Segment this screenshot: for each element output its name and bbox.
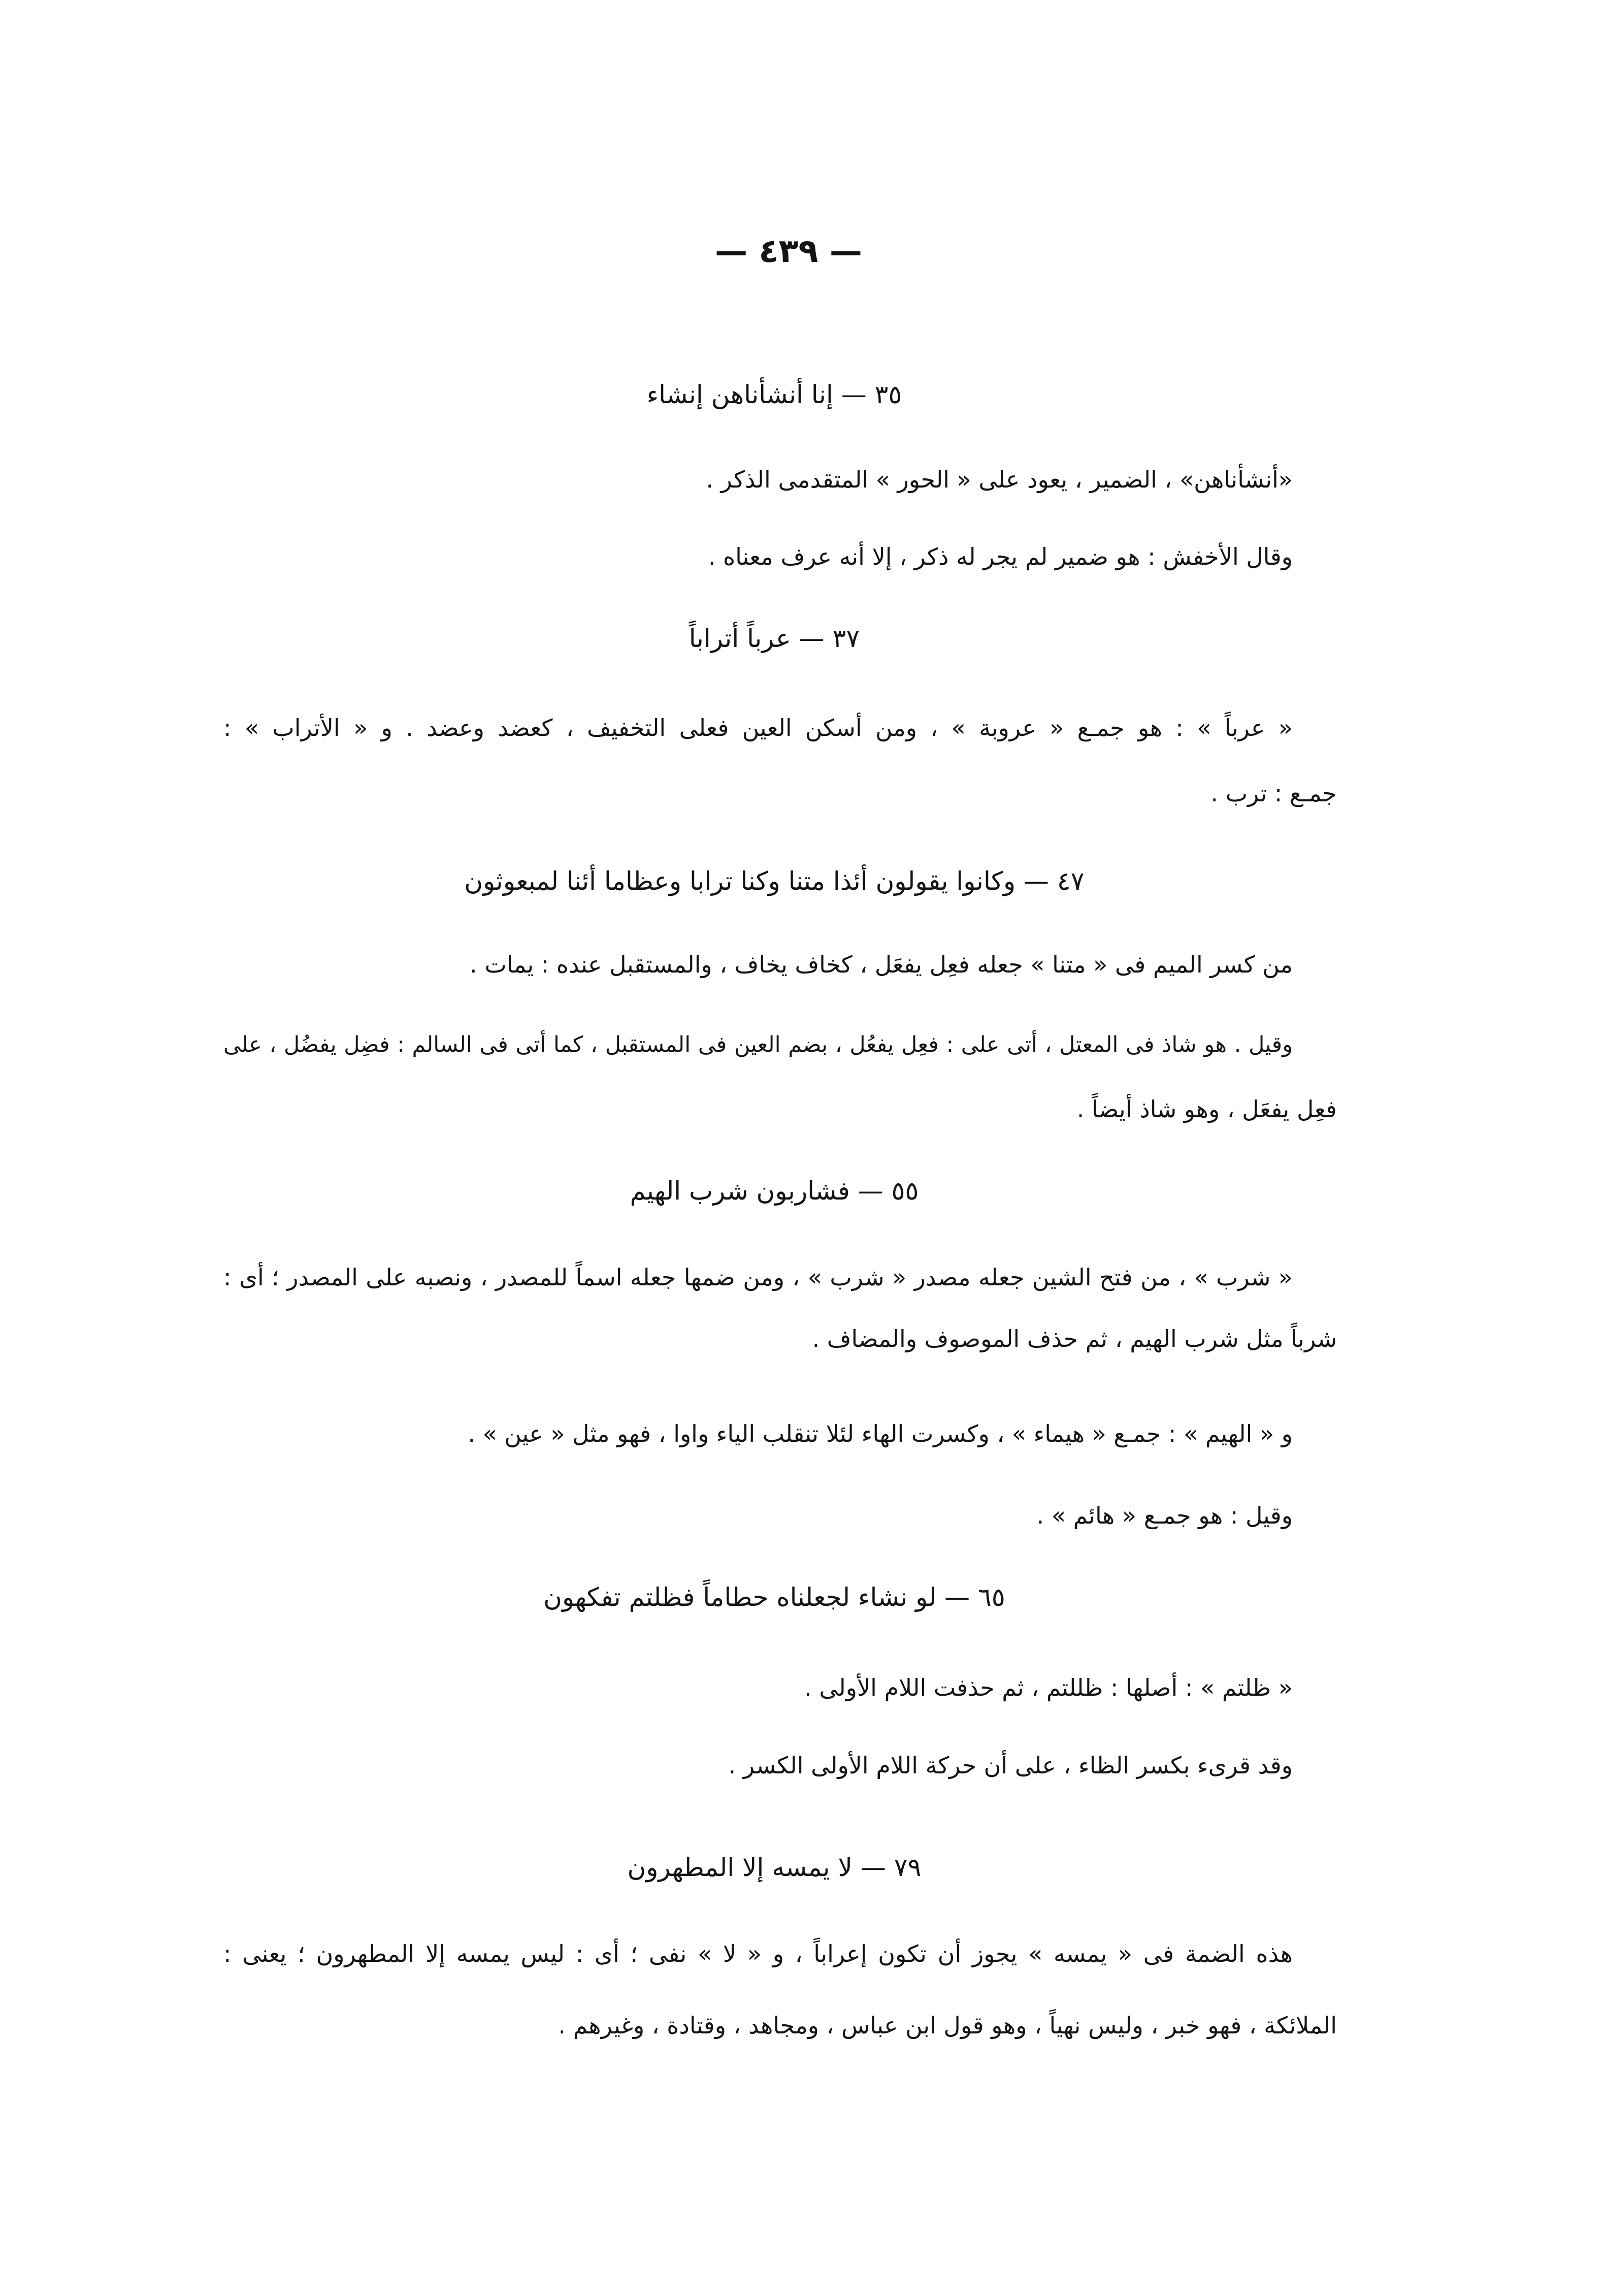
verse-heading: ٣٥ — إنا أنشأناهن إنشاء <box>646 380 902 409</box>
commentary-line: و « الهيم » : جمـع « هيماء » ، وكسرت الهاء لئلا تنقلب الياء واوا ، فهو مثل « عين » . <box>468 1420 1293 1447</box>
commentary-line: وقال الأخفش : هو ضمير لم يجر له ذكر ، إلا أنه عرف معناه . <box>708 543 1293 570</box>
commentary-line: « عرباً » : هو جمـع « عروبة » ، ومن أسكن العين فعلى التخفيف ، كعضد وعضد . و « الأتراب » : <box>223 714 1293 741</box>
commentary-line: «أنشأناهن» ، الضمير ، يعود على « الحور » المتقدمى الذكر . <box>706 466 1293 493</box>
commentary-line: شرباً مثل شرب الهيم ، ثم حذف الموصوف والمضاف . <box>812 1325 1337 1352</box>
commentary-line: « ظلتم » : أصلها : ظللتم ، ثم حذفت اللام الأولى . <box>804 1674 1293 1701</box>
commentary-line: جمـع : ترب . <box>1210 780 1337 807</box>
verse-heading: ٥٥ — فشاربون شرب الهيم <box>630 1176 919 1206</box>
verse-heading: ٣٧ — عرباً أتراباً <box>688 624 860 653</box>
commentary-line: الملائكة ، فهو خبر ، وليس نهياً ، وهو قول ابن عباس ، ومجاهد ، وقتادة ، وغيرهم . <box>558 2012 1337 2039</box>
commentary-line: وقيل . هو شاذ فى المعتل ، أتى على : فعِل يفعُل ، بضم العين فى المستقبل ، كما أتى فى السالم : فضِل يفضُل ، على <box>223 1032 1293 1057</box>
commentary-line: وقيل : هو جمـع « هائم » . <box>1036 1502 1293 1529</box>
commentary-line: هذه الضمة فى « يمسه » يجوز أن تكون إعراباً ، و « لا » نفى ؛ أى : ليس يمسه إلا المطهرون ؛ يعنى : <box>223 1940 1293 1967</box>
page-number: — ٤٣٩ — <box>715 233 862 270</box>
commentary-line: وقد قرىء بكسر الظاء ، على أن حركة اللام الأولى الكسر . <box>728 1752 1293 1779</box>
verse-heading: ٦٥ — لو نشاء لجعلناه حطاماً فظلتم تفكهون <box>543 1582 1005 1612</box>
verse-heading: ٧٩ — لا يمسه إلا المطهرون <box>627 1853 922 1882</box>
verse-heading: ٤٧ — وكانوا يقولون أئذا متنا وكنا ترابا وعظاما أئنا لمبعوثون <box>464 866 1085 896</box>
commentary-line: « شرب » ، من فتح الشين جعله مصدر « شرب » ، ومن ضمها جعله اسماً للمصدر ، ونصبه على المصدر ؛ أى : <box>223 1264 1293 1291</box>
commentary-line: فعِل يفعَل ، وهو شاذ أيضاً . <box>1076 1095 1337 1123</box>
commentary-line: من كسر الميم فى « متنا » جعله فعِل يفعَل ، كخاف يخاف ، والمستقبل عنده : يمات . <box>470 951 1293 978</box>
